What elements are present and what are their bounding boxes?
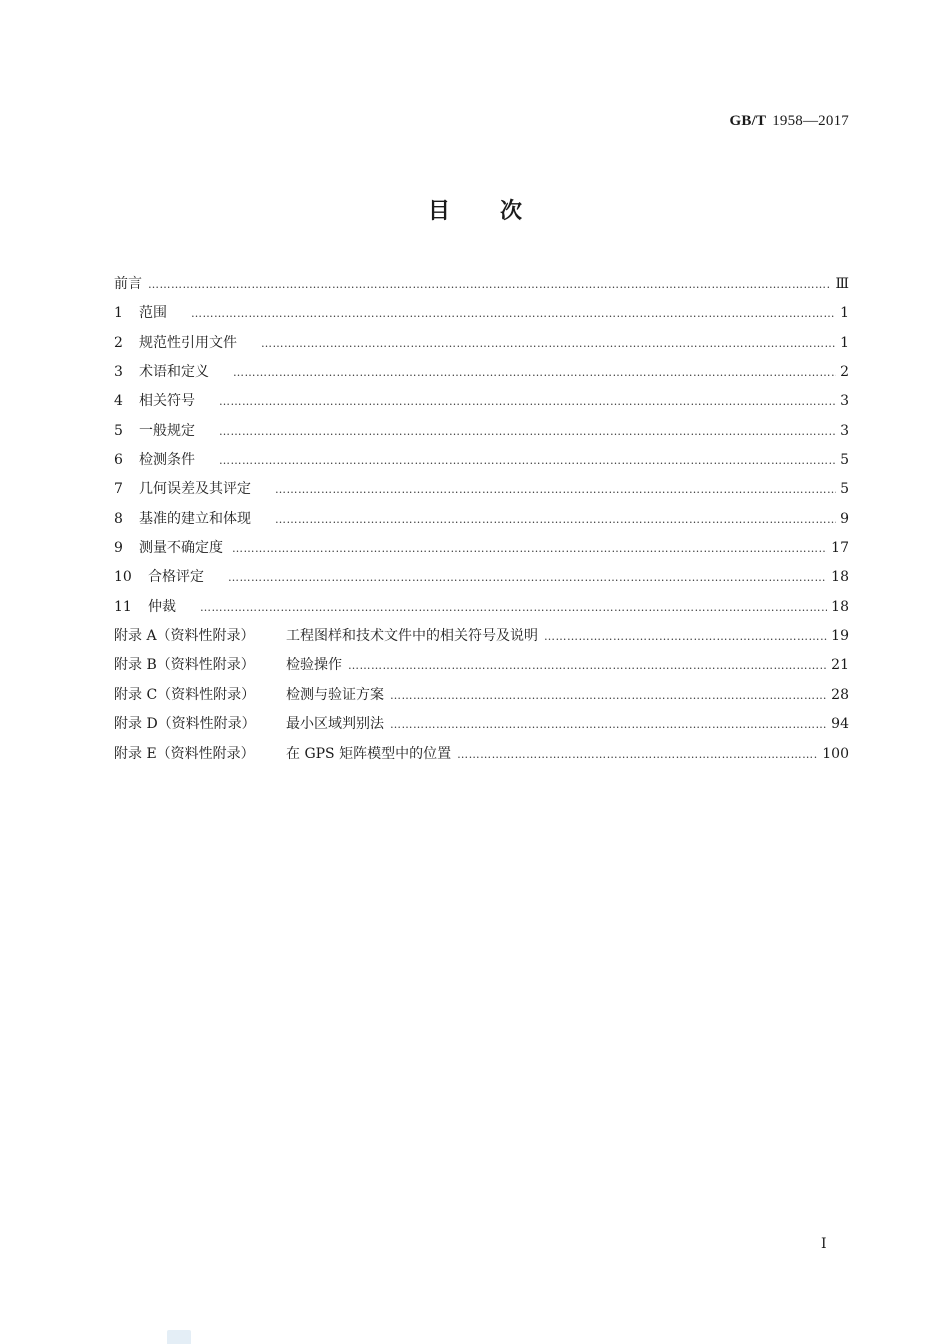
toc-entry-4[interactable] — [114, 387, 849, 416]
toc-entry-label: 术语和定义 — [139, 364, 209, 381]
toc-entry-number: 3 — [114, 364, 123, 381]
toc-entry-annex-d[interactable] — [114, 710, 849, 739]
toc-entry-page: 5 — [840, 481, 849, 498]
toc-entry-foreword[interactable] — [114, 270, 849, 299]
toc-entry-1[interactable] — [114, 299, 849, 328]
toc-annex-number: 附录 D（资料性附录） — [114, 716, 256, 733]
toc-entry-label: 基准的建立和体现 — [139, 510, 251, 527]
toc-entry-page: 21 — [831, 657, 849, 674]
toc-entry-page: 19 — [831, 628, 849, 645]
toc-entry-page: 18 — [831, 598, 849, 615]
toc-entry-page: 1 — [840, 305, 849, 322]
toc-entry-11[interactable] — [114, 593, 849, 622]
toc-annex-number: 附录 B（资料性附录） — [114, 657, 255, 674]
toc-entry-page: 2 — [840, 364, 849, 381]
toc-leader-dots — [200, 593, 827, 622]
toc-entry-page: 18 — [831, 569, 849, 586]
toc-entry-page: 9 — [840, 510, 849, 527]
toc-entry-label: 规范性引用文件 — [139, 334, 237, 351]
page-number: Ⅰ — [821, 1237, 827, 1252]
toc-entry-number: 1 — [114, 305, 123, 322]
toc-entry-label: 一般规定 — [139, 422, 195, 439]
toc-entry-3[interactable] — [114, 358, 849, 387]
toc-leader-dots — [219, 417, 836, 446]
toc-entry-label: 前言 — [114, 276, 142, 292]
toc-leader-dots — [219, 446, 836, 475]
toc-annex-number: 附录 E（资料性附录） — [114, 745, 255, 762]
standard-code — [730, 113, 849, 130]
toc-entry-label: 最小区域判别法 — [286, 716, 384, 733]
toc-entry-annex-e[interactable] — [114, 740, 849, 769]
toc-entry-2[interactable] — [114, 329, 849, 358]
toc-entry-number: 8 — [114, 510, 123, 527]
toc-entry-number: 9 — [114, 540, 123, 557]
toc-entry-page: Ⅲ — [835, 276, 849, 292]
standard-number: 1958—2017 — [772, 113, 849, 129]
toc-entry-annex-a[interactable] — [114, 622, 849, 651]
toc-entry-label: 相关符号 — [139, 393, 195, 410]
toc-leader-dots — [544, 622, 827, 651]
toc-leader-dots — [457, 740, 818, 769]
toc-entry-label: 在 GPS 矩阵模型中的位置 — [286, 745, 452, 762]
table-of-contents — [114, 270, 849, 769]
toc-leader-dots — [232, 534, 827, 563]
toc-entry-label: 测量不确定度 — [139, 540, 223, 557]
toc-entry-number: 10 — [114, 569, 132, 586]
toc-annex-number: 附录 C（资料性附录） — [114, 686, 256, 703]
toc-entry-page: 5 — [840, 452, 849, 469]
toc-entry-number: 11 — [114, 598, 132, 615]
toc-entry-label: 合格评定 — [148, 569, 204, 586]
toc-entry-page: 94 — [831, 716, 849, 733]
toc-entry-number: 7 — [114, 481, 123, 498]
watermark-corner — [167, 1330, 191, 1344]
toc-leader-dots — [228, 563, 827, 592]
toc-leader-dots — [148, 270, 831, 299]
toc-entry-number: 6 — [114, 452, 123, 469]
standard-prefix: GB/T — [729, 113, 767, 129]
toc-entry-label: 检测与验证方案 — [286, 686, 384, 703]
toc-entry-page: 17 — [831, 540, 849, 557]
toc-entry-6[interactable] — [114, 446, 849, 475]
toc-entry-label: 范围 — [139, 305, 167, 322]
toc-entry-10[interactable] — [114, 563, 849, 592]
toc-entry-number: 4 — [114, 393, 123, 410]
toc-entry-5[interactable] — [114, 417, 849, 446]
page-title: 目次 — [427, 199, 572, 224]
toc-entry-9[interactable] — [114, 534, 849, 563]
toc-annex-number: 附录 A（资料性附录） — [114, 628, 255, 645]
toc-entry-annex-b[interactable] — [114, 651, 849, 680]
toc-leader-dots — [275, 505, 836, 534]
toc-entry-page: 100 — [822, 745, 849, 762]
toc-entry-number: 2 — [114, 334, 123, 351]
toc-leader-dots — [191, 299, 836, 328]
toc-entry-7[interactable] — [114, 475, 849, 504]
toc-entry-annex-c[interactable] — [114, 681, 849, 710]
toc-leader-dots — [348, 651, 827, 680]
toc-entry-page: 28 — [831, 686, 849, 703]
toc-entry-8[interactable] — [114, 505, 849, 534]
toc-entry-page: 3 — [840, 422, 849, 439]
toc-entry-label: 工程图样和技术文件中的相关符号及说明 — [286, 628, 538, 645]
toc-entry-label: 检测条件 — [139, 452, 195, 469]
toc-entry-page: 3 — [840, 393, 849, 410]
toc-leader-dots — [261, 329, 836, 358]
toc-leader-dots — [390, 681, 827, 710]
toc-entry-label: 检验操作 — [286, 657, 342, 674]
toc-leader-dots — [275, 475, 836, 504]
toc-entry-page: 1 — [840, 334, 849, 351]
toc-entry-label: 仲裁 — [148, 598, 176, 615]
toc-leader-dots — [233, 358, 836, 387]
toc-leader-dots — [390, 710, 827, 739]
toc-leader-dots — [219, 387, 836, 416]
toc-entry-label: 几何误差及其评定 — [139, 481, 251, 498]
toc-entry-number: 5 — [114, 422, 123, 439]
